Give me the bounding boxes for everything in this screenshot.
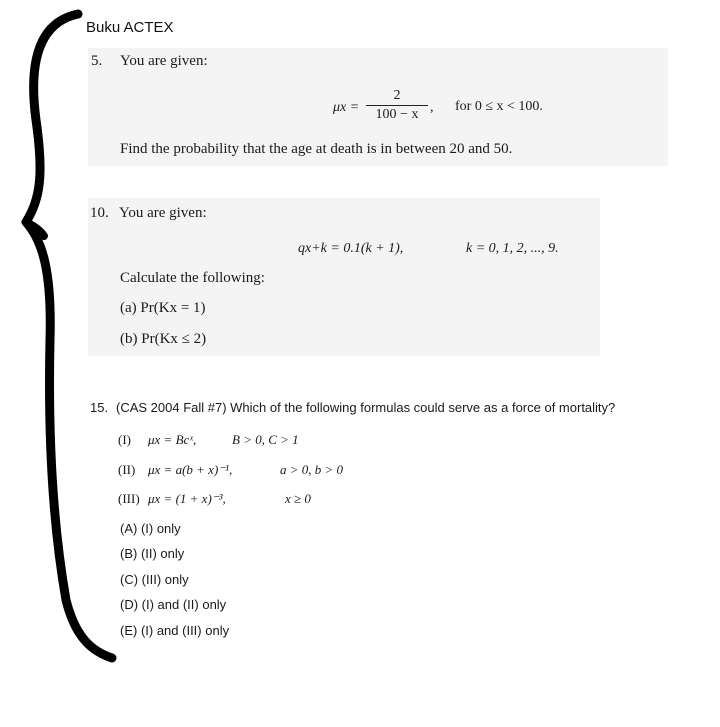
q15-option-e: (E) (I) and (III) only [120, 623, 230, 638]
q15-formula-label-1: (I) [118, 432, 131, 447]
q15-formula-3: μx = (1 + x)⁻³, [148, 491, 226, 506]
q15-option-b: (B) (II) only [120, 546, 185, 561]
q10-part-a: (a) Pr(Kx = 1) [120, 300, 206, 316]
q15-option-c: (C) (III) only [120, 572, 189, 587]
q5-formula-comma: , [430, 100, 434, 115]
q5-condition: for 0 ≤ x < 100. [455, 99, 543, 114]
q15-formula-2: μx = a(b + x)⁻¹, [148, 462, 233, 477]
q15-number: 15. [90, 400, 109, 415]
q15-condition-3: x ≥ 0 [285, 491, 311, 506]
q15-option-d: (D) (I) and (II) only [120, 597, 227, 612]
q5-fraction-denominator: 100 − x [375, 107, 419, 122]
q15-formula-1: μx = Bcˣ, [148, 432, 197, 447]
q15-formula-label-2: (II) [118, 462, 136, 477]
q5-fraction-numerator: 2 [366, 88, 428, 106]
q5-question: Find the probability that the age at death is in between 20 and 50. [120, 141, 513, 157]
q15-question: (CAS 2004 Fall #7) Which of the following formulas could serve as a force of mortality? [116, 400, 616, 415]
q5-intro: You are given: [120, 53, 208, 69]
q5-number: 5. [91, 53, 103, 69]
q15-condition-1: B > 0, C > 1 [232, 432, 299, 447]
page-title: Buku ACTEX [86, 19, 174, 36]
q15-formula-label-3: (III) [118, 491, 140, 506]
q10-calc: Calculate the following: [120, 270, 265, 286]
q5-fraction [366, 88, 428, 123]
q10-formula: qx+k = 0.1(k + 1), [298, 241, 404, 256]
q10-condition: k = 0, 1, 2, ..., 9. [466, 241, 559, 256]
q5-formula-lhs: μx = [333, 100, 360, 115]
q10-intro: You are given: [119, 205, 207, 221]
q15-condition-2: a > 0, b > 0 [280, 462, 344, 477]
q10-number: 10. [90, 205, 109, 221]
q15-option-a: (A) (I) only [120, 521, 181, 536]
q10-part-b: (b) Pr(Kx ≤ 2) [120, 331, 207, 347]
